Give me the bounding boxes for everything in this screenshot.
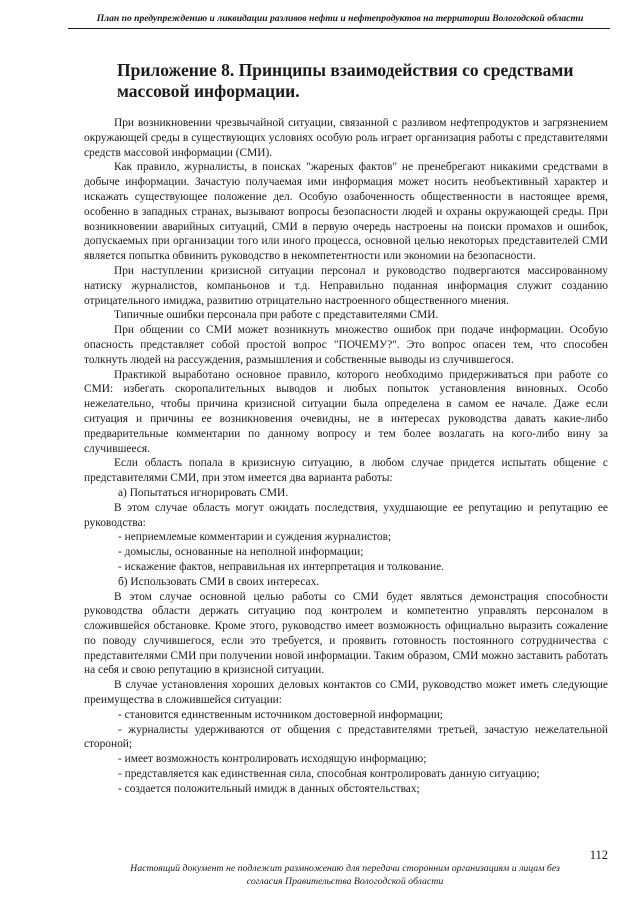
list-item: - создается положительный имидж в данных обстоятельствах; [118,782,420,795]
list-item: - домыслы, основанные на неполной информации; [118,546,364,559]
list-item: - представляется как единственная сила, способная контролировать данную ситуацию; [118,768,540,781]
paragraph: Как правило, журналисты, в поисках "жареных фактов" не пренебрегают никакими средствами в добыче информации. Зачастую получаемая ими информация может носить необъективный характер и искажать существующее положение дел. Особую озабоченность общественности в настоящее время, особенно в западных странах, вызывают вопросы безопасности людей и охраны окружающей среды. При возникновении аварийных ситуаций, СМИ в первую очередь настроены на поиски промахов и ошибок, допускаемых при организации того или иного процесса, основной целью некоторых представителей СМИ является попытка обвинить руководство в некомпетентности или экономии на безопасности. [84,161,608,263]
page-number: 112 [589,848,608,862]
footer-line-1: Настоящий документ не подлежит размножению для передачи сторонним организациям и лицам без [130,863,560,874]
running-header: План по предупреждению и ликвидации разливов нефти и нефтепродуктов на территории Вологодской области [96,13,584,24]
paragraph: При наступлении кризисной ситуации персонал и руководство подвергаются массированному натиску журналистов, компаньонов и т.д. Неправильно поданная информация служит созданию отрицательного имиджа, развитию отрицательно настроенного общественного мнения. [84,264,608,307]
paragraph: Практикой выработано основное правило, которого необходимо придерживаться при работе со СМИ: избегать скоропалительных выводов и любых попыток установления виновных. Особо нежелательно, чтобы причина кризисной ситуации была определена в самом ее начале. Даже если ситуация и причины ее возникновения очевидны, не в интересах руководства давать какие-либо предварительные комментарии по данному вопросу и тем более возлагать на кого-либо вину за случившееся. [84,368,608,455]
paragraph: Если область попала в кризисную ситуацию, в любом случае придется испытать общение с представителями СМИ, при этом имеется два варианта работы: [84,457,608,485]
page-title: Приложение 8. Принципы взаимодействия со средствами массовой информации. [117,60,574,101]
paragraph: При общении со СМИ может возникнуть множество ошибок при подаче информации. Особую опасность представляет собой простой вопрос "ПОЧЕМУ?". Это вопрос опасен тем, что способен толкнуть людей на рассуждения, размышления и собственные выводы из случившегося. [84,324,608,366]
document-body [84,116,608,797]
list-item: - журналисты удерживаются от общения с представителями третьей, зачастую нежелательной стороной; [84,723,608,751]
list-item: - искажение фактов, неправильная их интерпретация и толкование. [118,560,444,573]
list-item: - становится единственным источником достоверной информации; [118,708,443,721]
paragraph: В этом случае область могут ожидать последствия, ухудшающие ее репутацию и репутацию ее руководства: [84,501,608,529]
header-rule [68,28,610,29]
list-item: - имеет возможность контролировать исходящую информацию; [118,753,427,766]
paragraph: В этом случае основной целью работы со СМИ будет являться демонстрация способности руководства области держать ситуацию под контролем и компетентно управлять персоналом в сложившейся обстановке. Кроме этого, руководство имеет возможность официально выразить сожаление по поводу случившегося, если это требуется, и проявить готовность постоянного сотрудничества с представителями СМИ при получении новой информации. Таким образом, СМИ можно заставить работать на себя и свою репутацию в кризисной ситуации. [84,590,608,677]
paragraph: При возникновении чрезвычайной ситуации, связанной с разливом нефтепродуктов и загрязнением окружающей среды в существующих условиях особую роль играет организация работы с представителями средств массовой информации (СМИ). [84,117,608,159]
paragraph: В случае установления хороших деловых контактов со СМИ, руководство может иметь следующие преимущества в сложившейся ситуации: [84,679,608,707]
footer-line-2: согласия Правительства Вологодской области [246,875,444,887]
paragraph: Типичные ошибки персонала при работе с представителями СМИ. [114,309,439,322]
list-item: б) Использовать СМИ в своих интересах. [118,575,320,588]
list-item: - неприемлемые комментарии и суждения журналистов; [118,531,392,544]
list-item: а) Попытаться игнорировать СМИ. [118,486,289,499]
footer-notice [90,863,600,888]
